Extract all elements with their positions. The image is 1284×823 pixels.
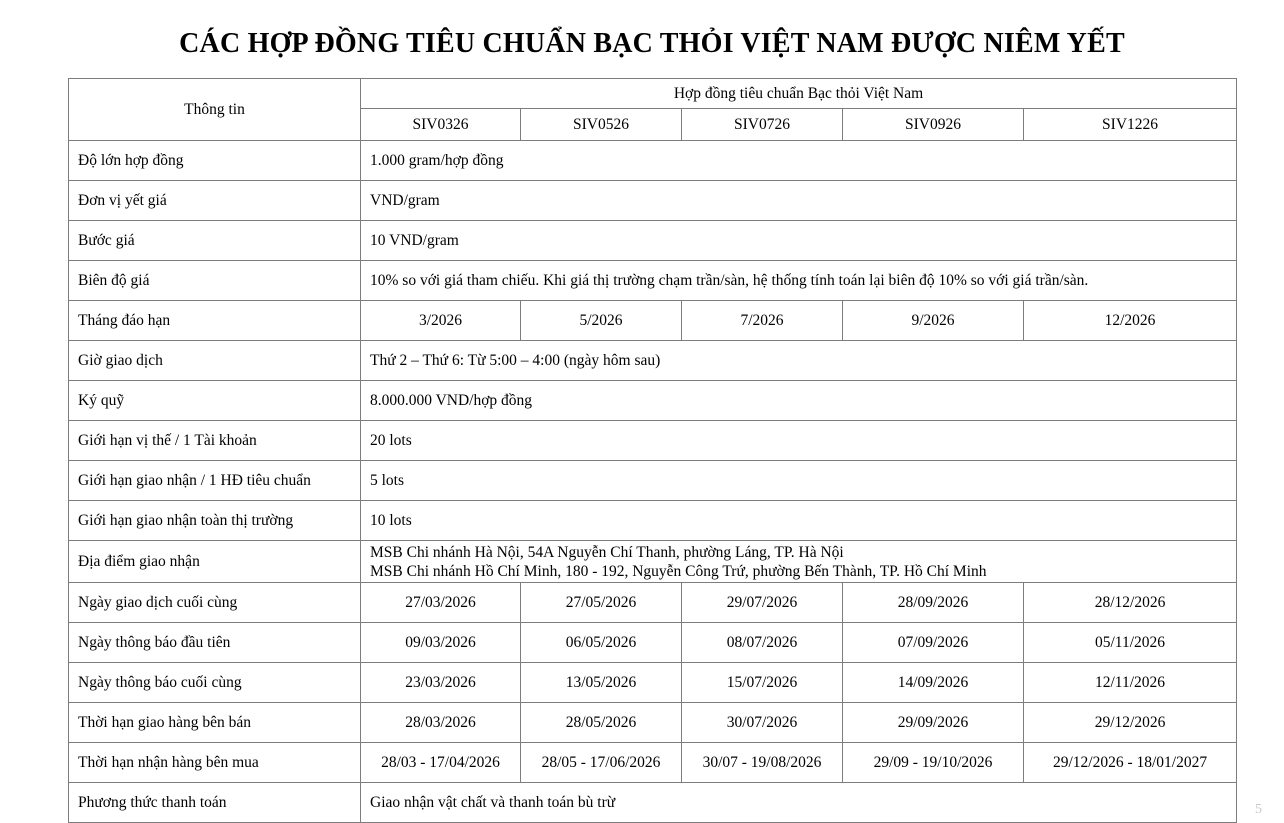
table-row <box>69 501 1237 541</box>
row-cell: 3/2026 <box>361 301 521 341</box>
row-cell: 28/05 - 17/06/2026 <box>521 743 682 783</box>
row-cell-merged <box>361 541 1237 583</box>
row-cell: 5/2026 <box>521 301 682 341</box>
row-cell-merged: 10 lots <box>361 501 1237 541</box>
header-contract-code: SIV0526 <box>521 109 682 141</box>
row-cell: 14/09/2026 <box>843 663 1024 703</box>
table-row <box>69 703 1237 743</box>
row-cell: 9/2026 <box>843 301 1024 341</box>
table-body <box>69 141 1237 823</box>
row-cell-merged: 10 VND/gram <box>361 221 1237 261</box>
row-cell-merged: 8.000.000 VND/hợp đồng <box>361 381 1237 421</box>
table-row <box>69 261 1237 301</box>
row-cell: 28/05/2026 <box>521 703 682 743</box>
table-row <box>69 141 1237 181</box>
row-label: Ngày giao dịch cuối cùng <box>69 583 361 623</box>
row-cell: 06/05/2026 <box>521 623 682 663</box>
row-cell-merged: 1.000 gram/hợp đồng <box>361 141 1237 181</box>
header-contract-code: SIV1226 <box>1024 109 1237 141</box>
row-label: Đơn vị yết giá <box>69 181 361 221</box>
table-row <box>69 663 1237 703</box>
row-label: Thời hạn nhận hàng bên mua <box>69 743 361 783</box>
row-cell-merged: 10% so với giá tham chiếu. Khi giá thị trường chạm trần/sàn, hệ thống tính toán lại biên độ 10% so với giá trần/sàn. <box>361 261 1237 301</box>
row-label: Phương thức thanh toán <box>69 783 361 823</box>
row-label: Bước giá <box>69 221 361 261</box>
table-header <box>69 79 1237 141</box>
table-row <box>69 221 1237 261</box>
header-contract-code: SIV0726 <box>682 109 843 141</box>
row-cell-merged: Giao nhận vật chất và thanh toán bù trừ <box>361 783 1237 823</box>
row-cell: 08/07/2026 <box>682 623 843 663</box>
row-label: Biên độ giá <box>69 261 361 301</box>
row-cell: 12/11/2026 <box>1024 663 1237 703</box>
row-cell-merged: VND/gram <box>361 181 1237 221</box>
row-label: Tháng đáo hạn <box>69 301 361 341</box>
row-cell: 09/03/2026 <box>361 623 521 663</box>
table-row <box>69 421 1237 461</box>
row-cell: 05/11/2026 <box>1024 623 1237 663</box>
row-cell: 7/2026 <box>682 301 843 341</box>
row-cell: 28/12/2026 <box>1024 583 1237 623</box>
table-row <box>69 461 1237 501</box>
header-contract-code: SIV0326 <box>361 109 521 141</box>
table-row <box>69 381 1237 421</box>
row-cell: 27/03/2026 <box>361 583 521 623</box>
table-row <box>69 181 1237 221</box>
row-label: Giới hạn vị thế / 1 Tài khoản <box>69 421 361 461</box>
table-row <box>69 583 1237 623</box>
row-cell: 29/09/2026 <box>843 703 1024 743</box>
row-label: Giới hạn giao nhận / 1 HĐ tiêu chuẩn <box>69 461 361 501</box>
page-number: 5 <box>1255 802 1262 817</box>
row-cell: 13/05/2026 <box>521 663 682 703</box>
row-label: Giờ giao dịch <box>69 341 361 381</box>
header-info-column: Thông tin <box>69 79 361 141</box>
row-cell: 28/09/2026 <box>843 583 1024 623</box>
row-label: Ngày thông báo cuối cùng <box>69 663 361 703</box>
table-row <box>69 783 1237 823</box>
header-contract-code: SIV0926 <box>843 109 1024 141</box>
table-row <box>69 341 1237 381</box>
row-cell: 23/03/2026 <box>361 663 521 703</box>
row-cell: 28/03 - 17/04/2026 <box>361 743 521 783</box>
row-cell: 30/07/2026 <box>682 703 843 743</box>
row-label: Giới hạn giao nhận toàn thị trường <box>69 501 361 541</box>
table-row <box>69 743 1237 783</box>
table-row <box>69 623 1237 663</box>
header-group-title: Hợp đồng tiêu chuẩn Bạc thỏi Việt Nam <box>361 79 1237 109</box>
row-cell: 29/12/2026 <box>1024 703 1237 743</box>
row-label: Ngày thông báo đầu tiên <box>69 623 361 663</box>
table-row <box>69 541 1237 583</box>
row-cell-merged: 5 lots <box>361 461 1237 501</box>
row-cell: 30/07 - 19/08/2026 <box>682 743 843 783</box>
row-cell: 07/09/2026 <box>843 623 1024 663</box>
page-title: CÁC HỢP ĐỒNG TIÊU CHUẨN BẠC THỎI VIỆT NAM ĐƯỢC NIÊM YẾT <box>179 28 1125 59</box>
row-cell: 27/05/2026 <box>521 583 682 623</box>
table-row <box>69 301 1237 341</box>
row-cell-line: MSB Chi nhánh Hồ Chí Minh, 180 - 192, Nguyễn Công Trứ, phường Bến Thành, TP. Hồ Chí Minh <box>370 562 987 580</box>
contract-spec-table <box>68 78 1237 823</box>
row-cell: 29/09 - 19/10/2026 <box>843 743 1024 783</box>
contract-spec-table-container <box>68 78 1236 823</box>
row-label: Ký quỹ <box>69 381 361 421</box>
row-label: Thời hạn giao hàng bên bán <box>69 703 361 743</box>
row-cell: 29/07/2026 <box>682 583 843 623</box>
row-cell-merged: Thứ 2 – Thứ 6: Từ 5:00 – 4:00 (ngày hôm sau) <box>361 341 1237 381</box>
row-cell: 12/2026 <box>1024 301 1237 341</box>
row-cell: 15/07/2026 <box>682 663 843 703</box>
row-cell-merged: 20 lots <box>361 421 1237 461</box>
row-cell: 29/12/2026 - 18/01/2027 <box>1024 743 1237 783</box>
row-label: Độ lớn hợp đồng <box>69 141 361 181</box>
row-label: Địa điểm giao nhận <box>69 541 361 583</box>
row-cell: 28/03/2026 <box>361 703 521 743</box>
header-row-group <box>69 79 1237 109</box>
row-cell-line: MSB Chi nhánh Hà Nội, 54A Nguyễn Chí Thanh, phường Láng, TP. Hà Nội <box>370 543 844 561</box>
